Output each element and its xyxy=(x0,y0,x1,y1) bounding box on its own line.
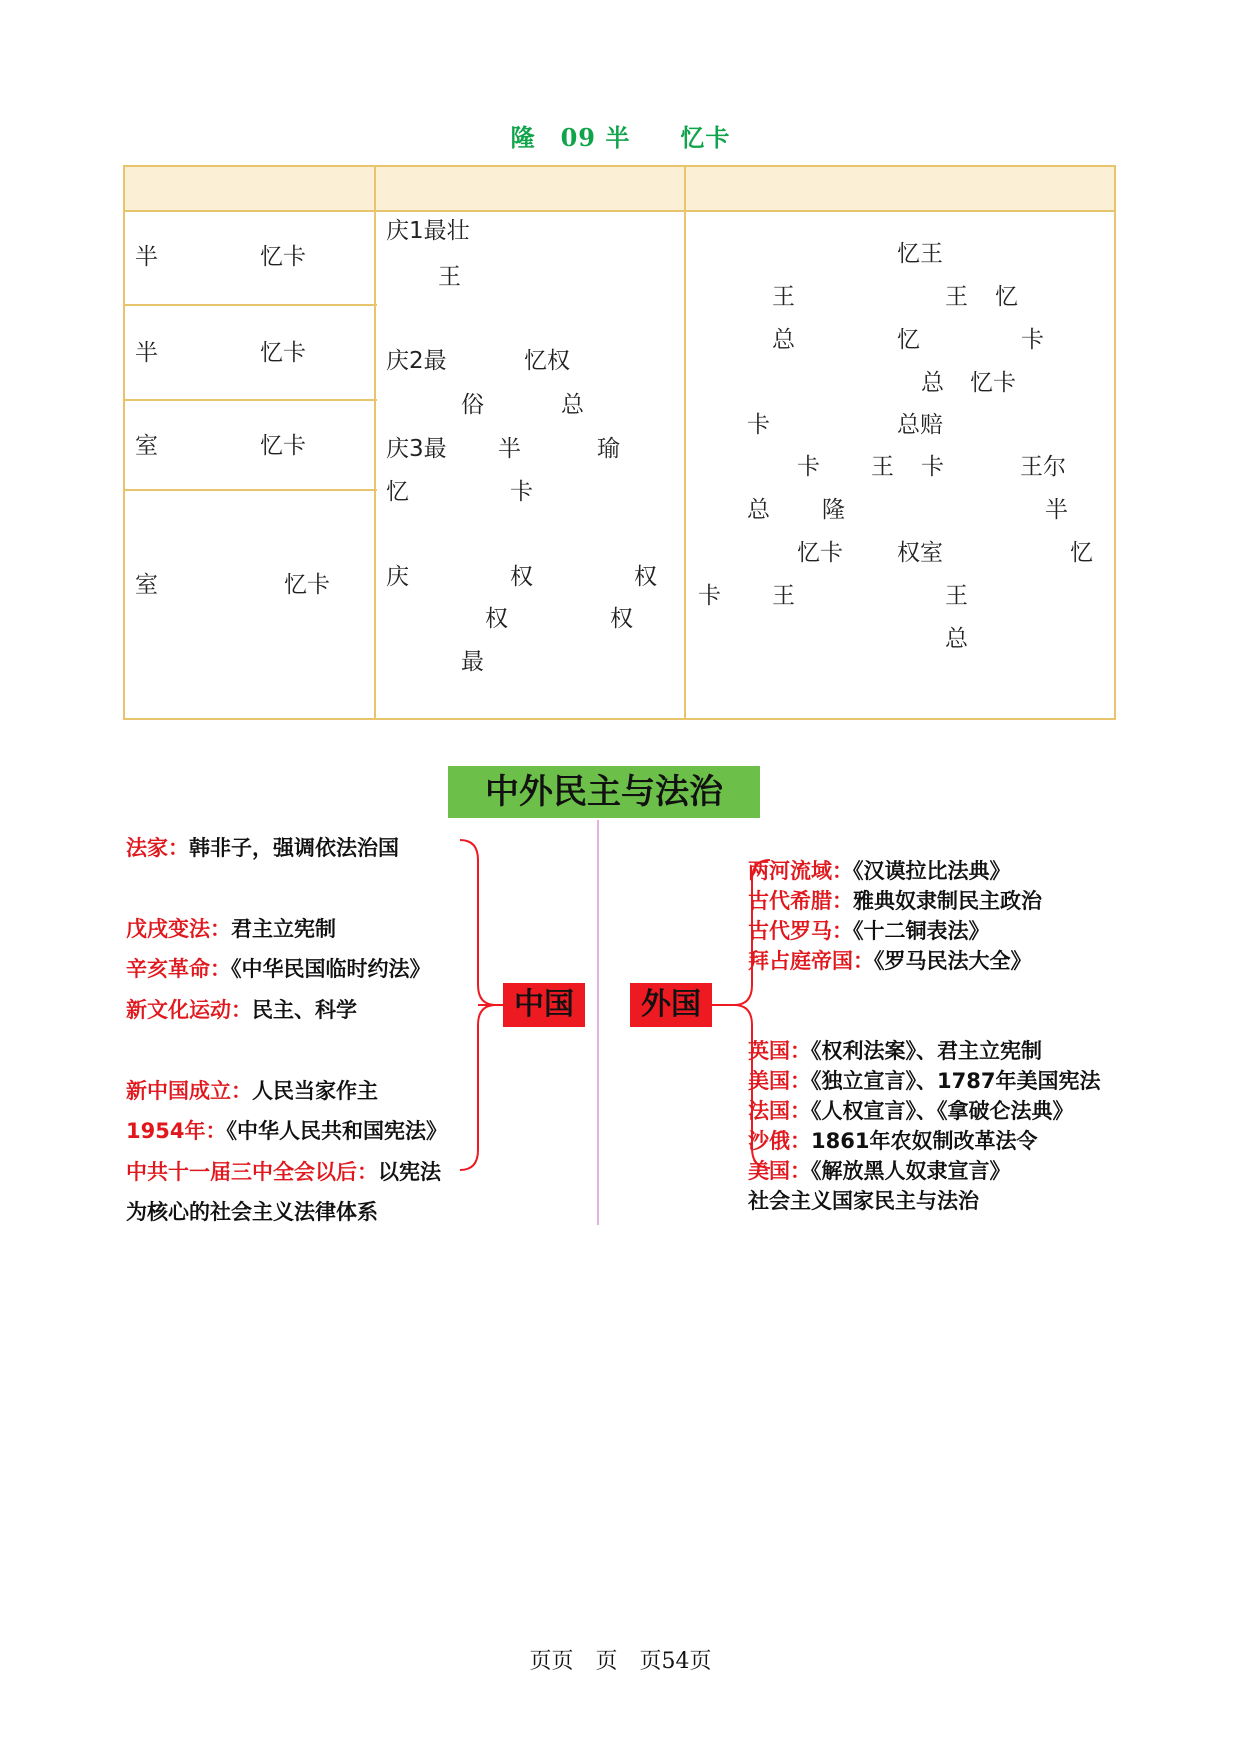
table-cell: 卡 xyxy=(747,412,770,438)
table-cell: 忆 xyxy=(897,327,920,353)
table-cell: 权 xyxy=(610,606,633,632)
china-item: 法家：韩非子，强调依法治国 xyxy=(126,836,399,860)
table-cell: 庆2最 xyxy=(386,348,447,374)
table-cell: 王尔 xyxy=(1020,454,1066,480)
table-cell: 权 xyxy=(510,564,533,590)
table-cell: 王 xyxy=(772,284,795,310)
foreign-item: 社会主义国家民主与法治 xyxy=(748,1189,979,1213)
table-cell: 卡 xyxy=(698,583,721,609)
table-cell: 总 xyxy=(921,370,944,396)
table-cell: 俗 xyxy=(461,392,484,418)
table-cell: 半 xyxy=(135,340,158,366)
foreign-item: 美国：《独立宣言》、1787年美国宪法 xyxy=(748,1069,1101,1093)
china-item: 新文化运动：民主、科学 xyxy=(126,998,357,1022)
table-cell: 卡 xyxy=(510,479,533,505)
table-cell: 半 xyxy=(1045,497,1068,523)
table-cell: 卡 xyxy=(1021,327,1044,353)
table-cell: 卡 xyxy=(797,454,820,480)
table-cell: 忆卡 xyxy=(797,540,843,566)
table-cell: 卡 xyxy=(921,454,944,480)
table-cell: 总 xyxy=(747,497,770,523)
table-cell: 王 xyxy=(945,284,968,310)
china-node: 中国 xyxy=(503,983,585,1027)
foreign-item: 法国：《人权宣言》、《拿破仑法典》 xyxy=(748,1099,1074,1123)
table-cell: 隆 xyxy=(822,497,845,523)
table-cell: 权室 xyxy=(897,540,943,566)
table-cell: 权 xyxy=(634,564,657,590)
table-cell: 庆 xyxy=(386,564,409,590)
table-cell: 忆 xyxy=(995,284,1018,310)
table-cell: 庆3最 xyxy=(386,436,447,462)
table-cell: 半 xyxy=(498,436,521,462)
table-cell: 半 xyxy=(135,244,158,270)
table-cell: 总 xyxy=(772,327,795,353)
table-cell: 忆王 xyxy=(897,241,943,267)
table-cell: 忆 xyxy=(1070,540,1093,566)
mindmap-title: 中外民主与法治 xyxy=(448,766,760,818)
table-cell: 王 xyxy=(438,264,461,290)
foreign-item: 英国：《权利法案》、君主立宪制 xyxy=(748,1039,1042,1063)
china-item: 1954年：《中华人民共和国宪法》 xyxy=(126,1119,447,1143)
table-cell: 总 xyxy=(945,626,968,652)
table-cell: 室 xyxy=(135,572,158,598)
table-cell: 忆权 xyxy=(524,348,570,374)
table-cell: 忆卡 xyxy=(260,433,306,459)
foreign-node: 外国 xyxy=(630,983,712,1027)
foreign-item: 沙俄：1861年农奴制改革法令 xyxy=(748,1129,1038,1153)
foreign-item: 拜占庭帝国：《罗马民法大全》 xyxy=(748,949,1032,973)
foreign-item: 美国：《解放黑人奴隶宣言》 xyxy=(748,1159,1011,1183)
table-cell: 忆卡 xyxy=(260,244,306,270)
table-cell: 最 xyxy=(461,649,484,675)
table-cell: 庆1最壮 xyxy=(386,218,470,244)
page-title: 隆 09 半 忆卡 xyxy=(510,123,731,152)
china-item: 辛亥革命：《中华民国临时约法》 xyxy=(126,957,431,981)
china-item: 新中国成立：人民当家作主 xyxy=(126,1079,378,1103)
table-cell: 权 xyxy=(485,606,508,632)
table-cell: 王 xyxy=(772,583,795,609)
foreign-item: 古代希腊：雅典奴隶制民主政治 xyxy=(748,889,1042,913)
table-cell: 王 xyxy=(871,454,894,480)
china-item: 戊戌变法：君主立宪制 xyxy=(126,917,336,941)
table-cell: 忆 xyxy=(386,479,409,505)
table-cell: 忆卡 xyxy=(970,370,1016,396)
table-cell: 忆卡 xyxy=(260,340,306,366)
foreign-item: 两河流域：《汉谟拉比法典》 xyxy=(748,859,1011,883)
china-item: 中共十一届三中全会以后：以宪法 xyxy=(126,1160,441,1184)
table-cell: 总 xyxy=(561,392,584,418)
table-cell: 瑜 xyxy=(597,436,620,462)
table-cell: 总赔 xyxy=(897,412,943,438)
table-cell: 室 xyxy=(135,433,158,459)
china-item: 为核心的社会主义法律体系 xyxy=(126,1200,378,1224)
page-footer: 页页 页 页54页 xyxy=(529,1649,712,1674)
table-cell: 忆卡 xyxy=(284,572,330,598)
foreign-item: 古代罗马：《十二铜表法》 xyxy=(748,919,990,943)
table-cell: 王 xyxy=(945,583,968,609)
